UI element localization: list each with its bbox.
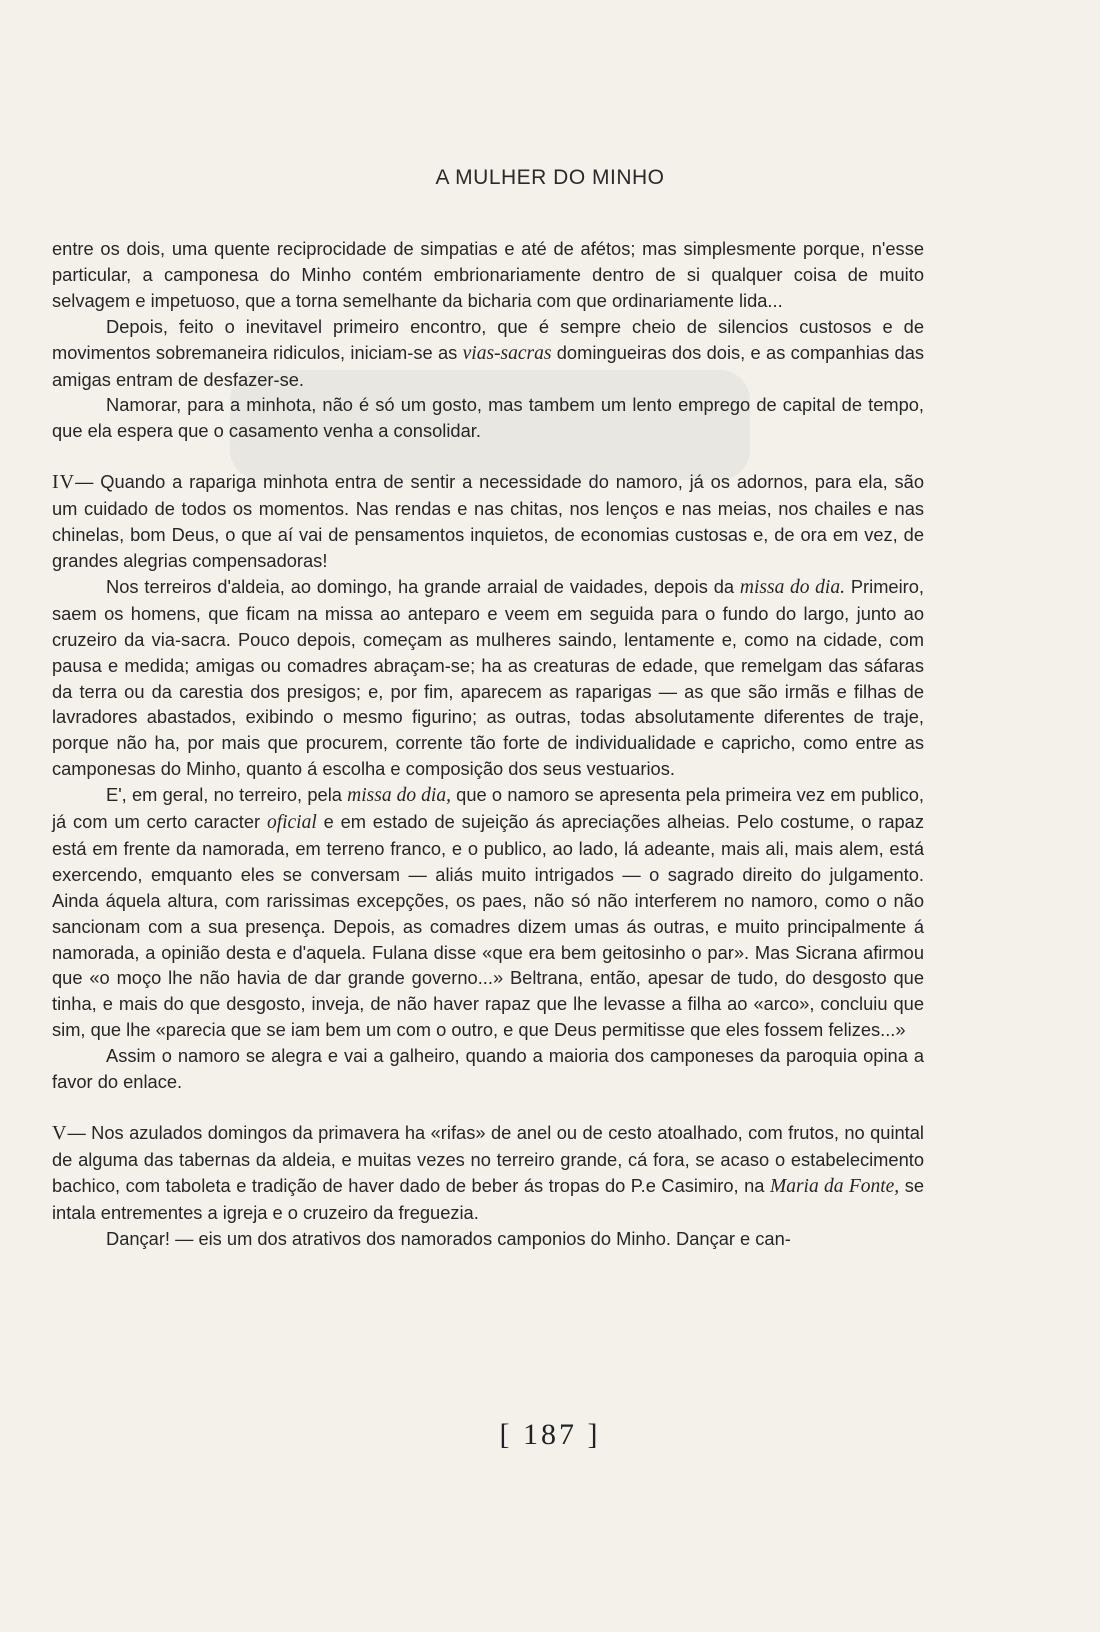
paragraph: Namorar, para a minhota, não é só um gosto, mas tambem um lento emprego de capital de tempo, que ela espera que o casamento venha a consolidar.	[52, 394, 924, 442]
text-run: se intala entrementes a igreja e o cruzeiro da freguezia.	[52, 1174, 925, 1223]
italic-term: missa do dia.	[739, 576, 845, 598]
italic-term: Maria da Fonte,	[769, 1175, 900, 1197]
text-run: domingueiras dos dois, e as companhias das amigas entram de desfazer-se.	[52, 341, 925, 390]
text-run: Nos terreiros d'aldeia, ao domingo, ha grande arraial de vaidades, depois da	[106, 575, 740, 597]
paragraph	[52, 314, 924, 393]
page-number: [ 187 ]	[499, 1418, 601, 1451]
section-v-paragraph	[52, 1120, 924, 1226]
paragraph-continuation: entre os dois, uma quente reciprocidade de simpatias e até de afétos; mas simplesmente porque, n'esse particular, a camponesa do Minho contém embrionariamente dentro de si qualquer coisa de muito selvagem e impetuoso, que a torna semelhante da bicharia com que ordinariamente lida...	[52, 238, 924, 311]
italic-term: oficial	[266, 812, 317, 834]
italic-term: vias-sacras	[462, 342, 552, 364]
text-run: Depois, feito o inevitavel primeiro encontro, que é sempre cheio de silencios custosos e de movimentos sobremaneira ridiculos, iniciam-se as	[52, 315, 924, 363]
running-title: A MULHER DO MINHO	[435, 166, 665, 189]
paragraph: Assim o namoro se alegra e vai a galheiro, quando a maioria dos camponeses da paroquia opina a favor do enlace.	[52, 1045, 924, 1093]
text-run: que o namoro se apresenta pela primeira vez em publico, já com um certo caracter	[52, 784, 924, 833]
text-run: E', em geral, no terreiro, pela	[106, 784, 348, 806]
text-run: Primeiro, saem os homens, que ficam na missa ao anteparo e veem em seguida para o fundo do largo, junto ao cruzeiro da via-sacra. Pouco depois, começam as mulheres saindo, lentamente e, como na cidade, com pausa e medida; amigas ou comadres abraçam-se; ha as creaturas de edade, que remelgam das sáfaras da terra ou da carestia dos presigos; e, por fim, aparecem as raparigas — as que são irmãs e filhas de lavradores abastados, exibindo o mesmo figurino; as outras, todas absolutamente diferentes de traje, porque não ha, por mais que procurem, corrente tão forte de individualidade e capricho, como entre as camponesas do Minho, quanto á escolha e composição dos seus vestuarios.	[52, 575, 924, 780]
paragraph: Dançar! — eis um dos atrativos dos namorados camponios do Minho. Dançar e can-	[106, 1227, 791, 1249]
text-run: e em estado de sujeição ás apreciações alheias. Pelo costume, o rapaz está em frente da namorada, em terreno franco, e o publico, ao lado, lá adeante, mais ali, mais alem, está exercendo, emquanto eles se conversam — aliás muito intrigados — o sagrado direito do julgamento. Ainda áquela altura, com rarissimas excepções, os paes, não só não interferem no namoro, como o não sancionam com a sua presença. Depois, as comadres dizem umas ás outras, e muito principalmente á namorada, a opinião desta e d'aquela. Fulana disse «que era bem geitosinho o par». Mas Sicrana afirmou que «o moço lhe não havia de dar grande governo...» Beltrana, então, apesar de tudo, do desgosto que tinha, e mais do que desgosto, inveja, de não haver rapaz que lhe levasse a filha ao «arco», concluiu que sim, que lhe «parecia que se iam bem um com o outro, e que Deus permitisse que eles fossem felizes...»	[52, 811, 924, 1041]
section-number: V	[52, 1122, 68, 1144]
italic-term: missa do dia,	[347, 785, 451, 807]
paragraph	[52, 574, 924, 782]
body-text	[52, 236, 924, 1252]
text-run: — Nos azulados domingos da primavera ha «rifas» de anel ou de cesto atoalhado, com frutos, no quintal de alguma das tabernas da aldeia, e muitas vezes no terreiro grande, cá fora, se acaso o estabelecimento bachico, com taboleta e tradição de haver dado de beber ás tropas do P.e Casimiro, na	[52, 1122, 924, 1196]
section-number: IV	[52, 471, 76, 494]
paragraph	[52, 782, 924, 1043]
section-iv-paragraph	[52, 469, 924, 574]
text-run: — Quando a rapariga minhota entra de sentir a necessidade do namoro, já os adornos, para ela, são um cuidado de todos os momentos. Nas rendas e nas chitas, nos lenços e nas meias, nos chailes e nas chinelas, bom Deus, o que aí vai de pensamentos inquietos, de economias custosas e, de ora em vez, de grandes alegrias compensadoras!	[52, 471, 924, 571]
